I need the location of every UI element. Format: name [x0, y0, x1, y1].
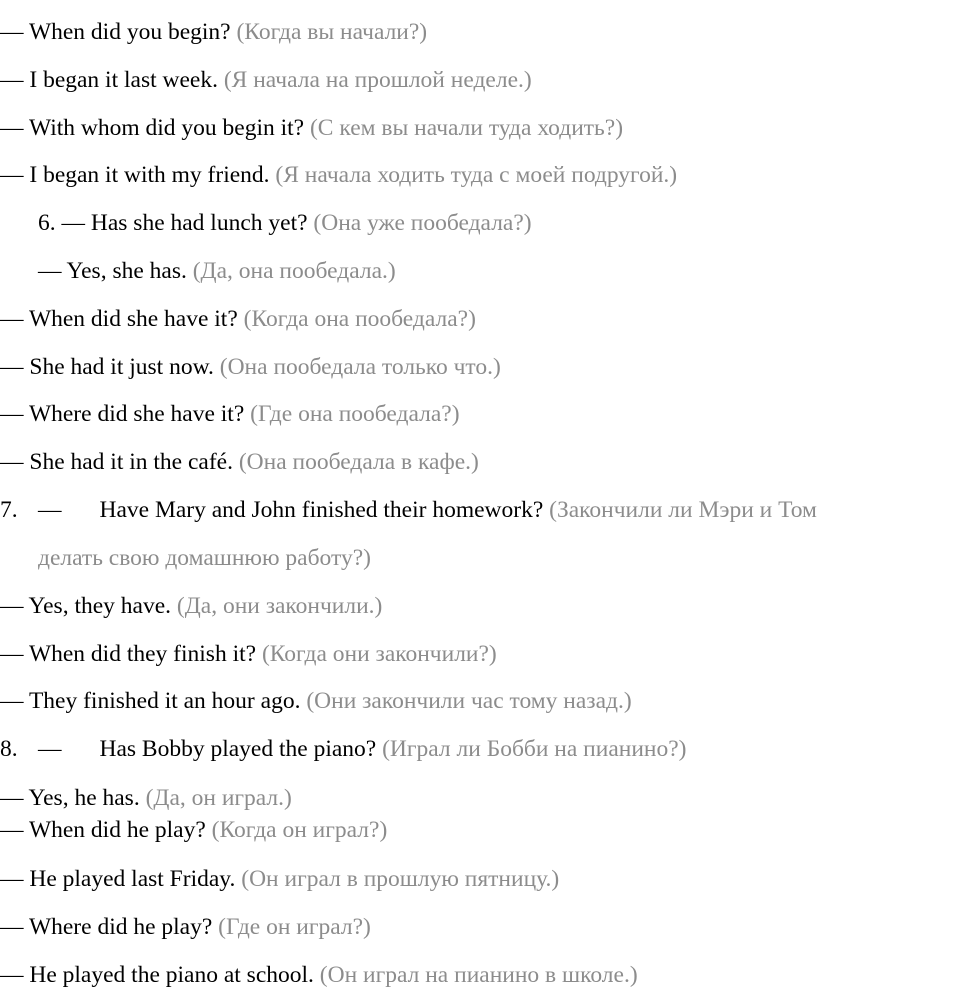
english-text: — I began it last week.: [0, 67, 218, 93]
russian-translation: (Закончили ли Мэри и Том: [549, 497, 817, 523]
english-text: — When did he play?: [0, 817, 206, 843]
english-text: — Where did she have it?: [0, 401, 245, 427]
russian-translation: (С кем вы начали туда ходить?): [309, 115, 624, 141]
dialogue-line: [0, 114, 623, 142]
russian-translation: (Да, она пообедала.): [192, 258, 396, 284]
english-text: Have Mary and John finished their homework?: [99, 497, 544, 523]
russian-translation: (Она пообедала только что.): [219, 354, 501, 380]
dialogue-line: [0, 66, 532, 94]
english-text: — Yes, she has.: [38, 258, 187, 284]
dialogue-line-numbered: [0, 735, 687, 763]
russian-translation: (Когда вы начали?): [236, 19, 428, 45]
english-text: — He played last Friday.: [0, 866, 236, 892]
item-number: 8.: [0, 736, 18, 762]
russian-translation: (Я начала ходить туда с моей подругой.): [275, 162, 678, 188]
dash: —: [38, 497, 62, 523]
dash: —: [38, 736, 62, 762]
russian-translation: (Да, он играл.): [145, 785, 292, 811]
dialogue-line: [38, 257, 396, 285]
dialogue-line: [0, 400, 460, 428]
dialogue-line: [0, 18, 427, 46]
dialogue-line: [0, 161, 677, 189]
english-text: — I began it with my friend.: [0, 162, 270, 188]
dialogue-line: [0, 305, 476, 333]
dialogue-line: [0, 784, 292, 812]
english-text: — Yes, he has.: [0, 785, 140, 811]
russian-translation: (Он играл на пианино в школе.): [319, 962, 638, 988]
dialogue-line: [0, 448, 479, 476]
dialogue-line-numbered: [0, 496, 817, 524]
russian-translation: (Она уже пообедала?): [313, 210, 532, 236]
russian-translation: (Да, они закончили.): [176, 593, 383, 619]
dialogue-line-continuation: [38, 544, 371, 572]
russian-translation: (Где он играл?): [218, 914, 371, 940]
english-text: Has Bobby played the piano?: [99, 736, 377, 762]
russian-translation: (Он играл в прошлую пятницу.): [241, 866, 560, 892]
dialogue-line: [0, 353, 501, 381]
russian-translation: (Когда она пообедала?): [243, 306, 476, 332]
dialogue-line: [0, 961, 638, 989]
russian-translation: (Когда они закончили?): [261, 641, 497, 667]
dialogue-line: [0, 640, 497, 668]
dialogue-line-numbered: [38, 209, 532, 237]
english-text: 6. — Has she had lunch yet?: [38, 210, 308, 236]
russian-translation: (Я начала на прошлой неделе.): [223, 67, 532, 93]
dialogue-line: [0, 592, 382, 620]
english-text: — Where did he play?: [0, 914, 213, 940]
russian-translation: (Где она пообедала?): [250, 401, 460, 427]
english-text: — He played the piano at school.: [0, 962, 314, 988]
english-text: — They finished it an hour ago.: [0, 688, 301, 714]
russian-translation: делать свою домашнюю работу?): [38, 545, 371, 571]
english-text: — With whom did you begin it?: [0, 115, 305, 141]
dialogue-line: [0, 687, 632, 715]
english-text: — When did they finish it?: [0, 641, 257, 667]
russian-translation: (Когда он играл?): [211, 817, 388, 843]
dialogue-line: [0, 913, 371, 941]
dialogue-line: [0, 816, 387, 844]
russian-translation: (Она пообедала в кафе.): [238, 449, 479, 475]
english-text: — When did she have it?: [0, 306, 238, 332]
russian-translation: (Играл ли Бобби на пианино?): [382, 736, 687, 762]
english-text: — When did you begin?: [0, 19, 231, 45]
english-text: — She had it in the café.: [0, 449, 233, 475]
english-text: — Yes, they have.: [0, 593, 172, 619]
dialogue-line: [0, 865, 559, 893]
item-number: 7.: [0, 497, 18, 523]
russian-translation: (Они закончили час тому назад.): [306, 688, 632, 714]
english-text: — She had it just now.: [0, 354, 214, 380]
